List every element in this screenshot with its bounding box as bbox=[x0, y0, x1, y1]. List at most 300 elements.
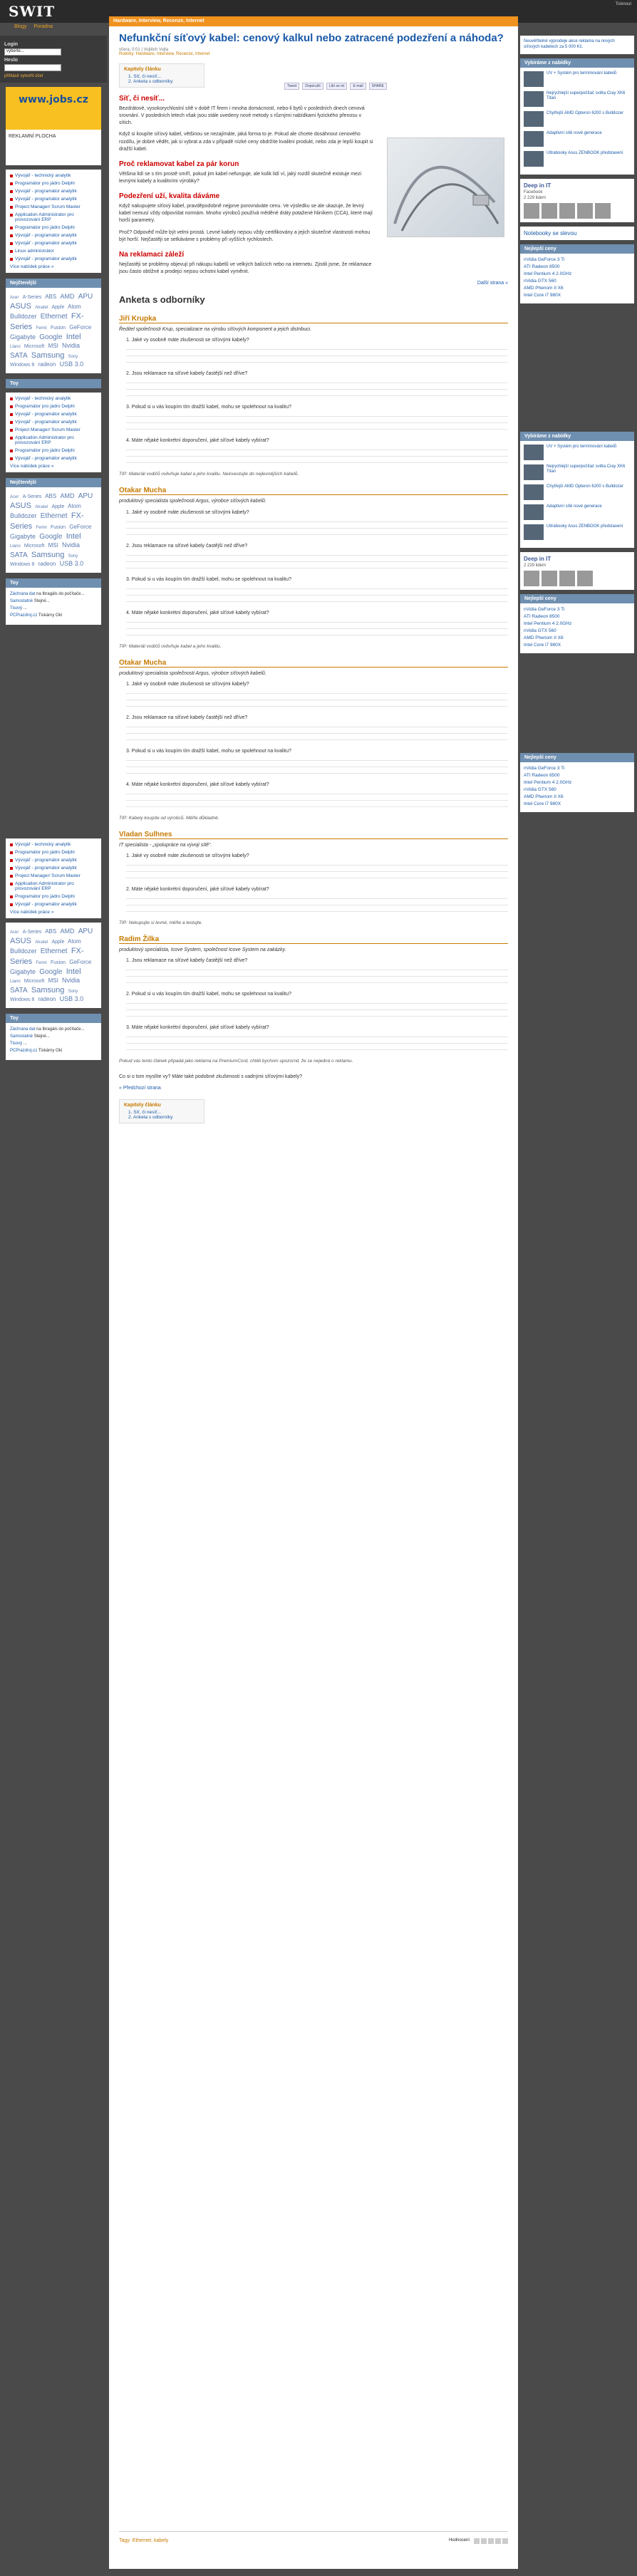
picks-list-2 bbox=[520, 441, 634, 548]
job-link[interactable] bbox=[10, 204, 97, 209]
avatar[interactable] bbox=[559, 571, 575, 586]
avatar[interactable] bbox=[524, 571, 539, 586]
answer-placeholder bbox=[126, 585, 508, 606]
login-box bbox=[0, 36, 107, 83]
tag-link[interactable]: Windows 8 bbox=[10, 997, 35, 1003]
tag-link[interactable]: Samsung bbox=[31, 550, 65, 559]
chapter-toc bbox=[119, 63, 204, 88]
toplist-text: na Ibragáls do počítače... bbox=[36, 1027, 85, 1032]
toc-item-2[interactable]: 2. Anketa s odborníky bbox=[128, 79, 173, 84]
rating-stars[interactable] bbox=[449, 2538, 508, 2544]
toplist-text: ... bbox=[23, 606, 27, 611]
question: 3. Pokud si u vás koupím tím dražší kabel, mohu se spolehnout na kvalitu? bbox=[126, 576, 291, 582]
price-list-3 bbox=[520, 762, 634, 812]
paragraph: Nejčastěji se problémy objevují při nákupu kabelů ve velkých balících nebo na internetu. Zjistili jsme, že reklamace jsou často obtížné a prodejci nejsou ochotni kabel vyměnit. bbox=[119, 261, 372, 274]
bullet-icon bbox=[10, 457, 13, 460]
facebook-box-2 bbox=[520, 552, 634, 590]
price-item[interactable]: AMD Phenom II X6 bbox=[524, 635, 564, 640]
tag-link[interactable]: Windows 8 bbox=[10, 562, 35, 568]
question: 4. Máte nějaké konkrétní doporučení, jaké síťové kabely vybírat? bbox=[126, 438, 269, 444]
tag-link[interactable]: Ethernet bbox=[40, 947, 68, 956]
job-link[interactable] bbox=[10, 873, 97, 878]
toplist-heading-2: Toy bbox=[6, 578, 101, 588]
job-title: Project Manager/ Scrum Master bbox=[15, 204, 81, 209]
footer-toc-item-2[interactable]: 2. Anketa s odborníky bbox=[128, 1115, 173, 1121]
question: 4. Máte nějaké konkrétní doporučení, jaké síťové kabely vybírat? bbox=[126, 610, 269, 616]
pick-title[interactable]: Chytřejší AMD Opteron 6200 s Bulldozer bbox=[547, 484, 624, 489]
tag-link[interactable]: Gigabyte bbox=[10, 333, 36, 341]
tag-link[interactable]: Atom bbox=[68, 303, 81, 310]
notebook-link-box bbox=[520, 227, 634, 240]
toplist-item[interactable] bbox=[10, 606, 97, 611]
star-icon[interactable] bbox=[488, 2538, 494, 2544]
tag-link[interactable]: Google bbox=[39, 967, 63, 976]
job-link[interactable] bbox=[10, 881, 97, 891]
job-link[interactable] bbox=[10, 197, 97, 202]
price-heading-3: Nejlepší ceny bbox=[520, 753, 634, 762]
price-item[interactable]: nVidia GeForce 3 Ti bbox=[524, 765, 565, 771]
job-title: Programátor pro jádro Delphi bbox=[15, 403, 75, 409]
toplist-title[interactable]: Tisový bbox=[10, 606, 23, 611]
tag-link[interactable]: APU bbox=[78, 927, 93, 935]
share-email[interactable]: E-mail bbox=[350, 83, 366, 90]
price-item[interactable]: nVidia GTX 560 bbox=[524, 786, 556, 792]
tag-link[interactable]: Atom bbox=[68, 502, 81, 509]
expert-tip: TIP: Nekupujte si levné, měřte a testujte. bbox=[119, 920, 203, 925]
job-title: Vývojář - programátor analytik bbox=[15, 857, 77, 863]
login-links[interactable]: přihlásit vytvořit účet bbox=[4, 74, 43, 78]
pick-title[interactable]: Chytřejší AMD Opteron 6200 s Bulldozer bbox=[547, 110, 624, 115]
left-sidebar bbox=[0, 36, 107, 1060]
bullet-icon bbox=[10, 405, 13, 408]
tag-link[interactable]: USB 3.0 bbox=[59, 995, 84, 1003]
pick-thumbnail[interactable] bbox=[524, 524, 544, 540]
pick-item[interactable] bbox=[524, 111, 631, 127]
pick-item[interactable] bbox=[524, 71, 631, 87]
pick-item[interactable] bbox=[524, 445, 631, 460]
share-more[interactable]: SHARE bbox=[369, 83, 387, 90]
more-jobs-link[interactable]: Více nabídek práce » bbox=[10, 909, 54, 915]
job-title: Application Administrator pro provozování ERP bbox=[15, 881, 74, 891]
tag-link[interactable]: A-Series bbox=[22, 929, 42, 935]
job-link[interactable] bbox=[10, 181, 97, 186]
pick-title[interactable]: UV + Systém pro termínování kabelů bbox=[547, 444, 617, 449]
top-promo-text: Neuvěřitelné výprodeje akce reklama na nových síťových kabelech za 5 000 Kč. bbox=[524, 39, 615, 49]
job-link[interactable] bbox=[10, 241, 97, 246]
pick-item[interactable] bbox=[524, 91, 631, 107]
job-link[interactable] bbox=[10, 427, 97, 432]
breadcrumb[interactable]: Hardware, Interview, Recenze, Internet bbox=[109, 16, 518, 26]
tag-link[interactable]: Llano bbox=[10, 345, 21, 350]
tag-link[interactable]: USB 3.0 bbox=[59, 560, 84, 568]
next-page-link[interactable]: Další strana » bbox=[477, 281, 508, 286]
tag-link[interactable]: Nvidia bbox=[62, 977, 81, 985]
tag-link[interactable]: Acer bbox=[10, 930, 19, 935]
pick-thumbnail[interactable] bbox=[524, 464, 544, 480]
pick-thumbnail[interactable] bbox=[524, 111, 544, 127]
price-item[interactable]: Intel Core i7 980X bbox=[524, 642, 561, 648]
tag-link[interactable]: GeForce bbox=[69, 323, 92, 331]
job-link[interactable] bbox=[10, 256, 97, 261]
expert-intro: IT specialista - „spolupráce na vývoji sítě“. bbox=[119, 842, 212, 848]
share-recommend[interactable]: Doporučit bbox=[302, 83, 323, 90]
tag-link[interactable]: Sony bbox=[68, 989, 78, 994]
paragraph: Když nakupujete síťový kabel, pravděpodobně nejprve porovnáváte cenu. Ve výsledku se ale ukazuje, že levný kabel nemusí vždy odpovídat normám. Mnoho výrobců používá měděné dráty potažené hliníkem (CCA), které mají horší parametry. bbox=[119, 204, 373, 224]
tag-link[interactable]: Fusion bbox=[51, 524, 66, 530]
toplist-item[interactable] bbox=[10, 613, 97, 618]
pick-thumbnail[interactable] bbox=[524, 151, 544, 167]
pick-title[interactable]: Adaptivní sítě nové generace bbox=[547, 504, 602, 509]
job-link[interactable] bbox=[10, 858, 97, 863]
price-heading-2: Nejlepší ceny bbox=[520, 594, 634, 603]
job-link[interactable] bbox=[10, 233, 97, 238]
tag-link[interactable]: radeon bbox=[38, 561, 56, 568]
toplist-2 bbox=[6, 1023, 101, 1060]
tag-link[interactable]: Bulldozer bbox=[10, 313, 37, 321]
job-link[interactable] bbox=[10, 396, 97, 401]
avatar[interactable] bbox=[577, 203, 593, 219]
fb-faces-2 bbox=[524, 571, 631, 586]
star-icon[interactable] bbox=[481, 2538, 487, 2544]
toplist-title[interactable]: Záchrana dat bbox=[10, 591, 36, 596]
pick-thumbnail[interactable] bbox=[524, 484, 544, 500]
job-list bbox=[6, 170, 101, 273]
tag-link[interactable]: GeForce bbox=[69, 958, 92, 965]
tags-line: Tagy: Ethernet, kabely bbox=[119, 2538, 169, 2543]
tag-link[interactable]: Intel bbox=[66, 967, 81, 976]
job-link[interactable] bbox=[10, 420, 97, 425]
avatar[interactable] bbox=[524, 203, 539, 219]
pick-title[interactable]: Adaptivní sítě nové generace bbox=[547, 130, 602, 135]
toplist-title[interactable]: PCPrazdroj.cz bbox=[10, 613, 38, 618]
price-item[interactable]: ATI Radeon 8500 bbox=[524, 613, 560, 619]
bullet-icon bbox=[10, 242, 13, 245]
tag-link[interactable]: Alcatel bbox=[35, 306, 48, 310]
rating-label: Hodnocení bbox=[448, 2538, 470, 2543]
section-heading: Podezření uží, kvalita dáváme bbox=[119, 192, 220, 201]
job-link[interactable] bbox=[10, 842, 97, 847]
toplist-item[interactable] bbox=[10, 1049, 97, 1053]
tag-link[interactable]: ASUS bbox=[10, 936, 31, 945]
bullet-icon bbox=[10, 843, 13, 846]
tag-link[interactable]: Windows 8 bbox=[10, 363, 35, 368]
job-link[interactable] bbox=[10, 212, 97, 222]
pick-title[interactable]: Nejrychlejší superpočítač světa Cray XK6 Titan bbox=[547, 464, 626, 474]
toplist-item[interactable] bbox=[10, 599, 97, 603]
bullet-icon bbox=[10, 250, 13, 253]
job-link[interactable] bbox=[10, 902, 97, 907]
question: 2. Jsou reklamace na síťové kabely častější než dříve? bbox=[126, 371, 248, 377]
expert-intro: produktový specialista společnosti Argus, výrobce síťových kabelů. bbox=[119, 670, 266, 676]
bullet-icon bbox=[10, 258, 13, 261]
article-date-author: včera, 0:01 | Vojtěch Vojta bbox=[119, 48, 169, 52]
price-item[interactable]: ATI Radeon 8500 bbox=[524, 772, 560, 778]
bullet-icon bbox=[10, 895, 13, 898]
job-title: Project Manager/ Scrum Master bbox=[15, 427, 81, 432]
job-link[interactable] bbox=[10, 456, 97, 461]
answer-placeholder bbox=[126, 446, 508, 467]
tag-link[interactable]: Bulldozer bbox=[10, 512, 37, 520]
tag-link[interactable]: SATA bbox=[10, 551, 28, 559]
tag-link[interactable]: Fermi bbox=[36, 525, 47, 530]
answer-placeholder bbox=[126, 346, 508, 367]
nav-blogy[interactable]: Blogy bbox=[14, 24, 27, 29]
tag-link[interactable]: Acer bbox=[10, 296, 19, 300]
tag-link[interactable]: Apple bbox=[51, 504, 65, 509]
price-list-2 bbox=[520, 603, 634, 653]
tag-link[interactable]: Acer bbox=[10, 494, 19, 499]
avatar[interactable] bbox=[559, 203, 575, 219]
tag-link[interactable]: AMD bbox=[60, 293, 75, 300]
tag-link[interactable]: A-Series bbox=[22, 494, 42, 499]
expert-tip: TIP: Materiál vodičů ovlivňuje kabel a jeho kvalitu. Neinvestujte do nejlevnějších kabelů. bbox=[119, 472, 299, 477]
avatar[interactable] bbox=[595, 203, 611, 219]
pick-title[interactable]: Ultrabooky Asus ZENBOOK představení bbox=[547, 150, 623, 155]
tag-link[interactable]: SATA bbox=[10, 351, 28, 360]
tag-link[interactable]: AMD bbox=[60, 927, 75, 935]
avatar[interactable] bbox=[577, 571, 593, 586]
tag-link[interactable]: Sony bbox=[68, 354, 78, 359]
tag-link[interactable]: MSI bbox=[48, 343, 58, 350]
tag-link[interactable]: FX-Series bbox=[10, 947, 84, 966]
tag-link[interactable]: Microsoft bbox=[24, 344, 45, 350]
tag-link[interactable]: Ethernet bbox=[40, 512, 68, 521]
price-item[interactable]: nVidia GTX 560 bbox=[524, 628, 556, 633]
share-tweet[interactable]: Tweet bbox=[284, 83, 299, 90]
more-jobs-link[interactable]: Více nabídek práce » bbox=[10, 463, 54, 469]
answer-placeholder bbox=[126, 1033, 508, 1054]
toplist-item[interactable] bbox=[10, 1042, 97, 1046]
tags-value[interactable]: Ethernet, kabely bbox=[132, 2538, 169, 2543]
price-item[interactable]: Intel Pentium 4 2.0GHz bbox=[524, 620, 572, 626]
tag-link[interactable]: Sony bbox=[68, 554, 78, 559]
job-title: Project Manager/ Scrum Master bbox=[15, 873, 81, 878]
facebook-box bbox=[520, 179, 634, 222]
job-link[interactable] bbox=[10, 866, 97, 871]
job-link[interactable] bbox=[10, 412, 97, 417]
job-link[interactable] bbox=[10, 894, 97, 899]
star-icon[interactable] bbox=[495, 2538, 501, 2544]
question: 2. Máte nějaké konkrétní doporučení, jaké síťové kabely vybírat? bbox=[126, 886, 269, 892]
tag-link[interactable]: USB 3.0 bbox=[59, 360, 84, 368]
pick-thumbnail[interactable] bbox=[524, 131, 544, 147]
toplist-title[interactable]: PCPrazdroj.cz bbox=[10, 1048, 38, 1053]
tag-link[interactable]: MSI bbox=[48, 542, 58, 549]
toplist-title[interactable]: Samostatné bbox=[10, 1034, 33, 1039]
pick-item[interactable] bbox=[524, 131, 631, 147]
jobs-promo[interactable] bbox=[6, 87, 101, 165]
tag-link[interactable]: Apple bbox=[51, 305, 65, 310]
tag-link[interactable]: Microsoft bbox=[24, 544, 45, 549]
fb-faces bbox=[524, 203, 631, 219]
tag-link[interactable]: ASUS bbox=[10, 302, 31, 311]
price-item[interactable]: AMD Phenom II X6 bbox=[524, 794, 564, 799]
price-item[interactable]: Intel Core i7 980X bbox=[524, 801, 561, 806]
avatar[interactable] bbox=[542, 571, 557, 586]
bullet-icon bbox=[10, 182, 13, 185]
fb-title-2[interactable]: Deep in IT bbox=[524, 555, 551, 562]
job-link[interactable] bbox=[10, 249, 97, 254]
footer-toc-item-1[interactable]: 1. Síť, či nesíť... bbox=[128, 1110, 162, 1116]
job-title: Vývojář - programátor analytik bbox=[15, 256, 77, 261]
pick-thumbnail[interactable] bbox=[524, 445, 544, 460]
question: 4. Máte nějaké konkrétní doporučení, jaké síťové kabely vybírat? bbox=[126, 781, 269, 787]
tag-link[interactable]: Alcatel bbox=[35, 940, 48, 945]
tag-link[interactable]: Intel bbox=[66, 531, 81, 541]
pick-title[interactable]: Ultrabooky Asus ZENBOOK představení bbox=[547, 524, 623, 529]
pick-thumbnail[interactable] bbox=[524, 91, 544, 107]
nav-poradna[interactable]: Poradna bbox=[33, 24, 53, 29]
toplist-item[interactable] bbox=[10, 592, 97, 596]
tag-link[interactable]: Llano bbox=[10, 980, 21, 985]
question: 2. Jsou reklamace na síťové kabely častější než dříve? bbox=[126, 715, 248, 720]
question: 1. Jaké vy osobně máte zkušenosti se síťovými kabely? bbox=[126, 338, 249, 343]
toplist bbox=[6, 588, 101, 625]
prev-page-link[interactable]: « Předchozí strana bbox=[119, 1086, 161, 1091]
job-link[interactable] bbox=[10, 404, 97, 409]
job-title: Vývojář - programátor analytik bbox=[15, 197, 77, 202]
tag-link[interactable]: FX-Series bbox=[10, 511, 84, 531]
tag-link[interactable]: Nvidia bbox=[62, 541, 81, 549]
tag-link[interactable]: Samsung bbox=[31, 350, 65, 360]
bullet-icon bbox=[10, 227, 13, 229]
login-label: Login bbox=[4, 42, 19, 47]
tag-link[interactable]: Nvidia bbox=[62, 342, 81, 350]
job-title: Vývojář - programátor analytik bbox=[15, 455, 77, 461]
star-icon[interactable] bbox=[502, 2538, 508, 2544]
toplist-item[interactable] bbox=[10, 1034, 97, 1039]
price-item[interactable]: nVidia GeForce 3 Ti bbox=[524, 256, 565, 262]
bullet-icon bbox=[10, 413, 13, 416]
answer-placeholder bbox=[126, 757, 508, 778]
bullet-icon bbox=[10, 398, 13, 400]
bullet-icon bbox=[10, 175, 13, 177]
job-link[interactable] bbox=[10, 189, 97, 194]
pick-item[interactable] bbox=[524, 524, 631, 540]
tag-link[interactable]: Bulldozer bbox=[10, 947, 37, 955]
toplist-text: Stejné... bbox=[33, 598, 50, 603]
section-heading: Proč reklamovat kabel za pár korun bbox=[119, 160, 239, 168]
footer-toc bbox=[119, 1099, 204, 1123]
price-item[interactable]: Intel Core i7 980X bbox=[524, 292, 561, 298]
toplist-title[interactable]: Tisový bbox=[10, 1041, 23, 1046]
tag-link[interactable]: ASUS bbox=[10, 501, 31, 510]
fb-title[interactable]: Deep in IT bbox=[524, 182, 551, 189]
pick-item[interactable] bbox=[524, 484, 631, 500]
tag-link[interactable]: Google bbox=[39, 532, 63, 541]
price-item[interactable]: Intel Pentium 4 2.0GHz bbox=[524, 271, 572, 276]
pick-title[interactable]: UV + Systém pro termínování kabelů bbox=[547, 71, 617, 76]
tag-link[interactable]: SATA bbox=[10, 986, 28, 994]
toplist-title[interactable]: Samostatné bbox=[10, 598, 33, 603]
tag-link[interactable]: Llano bbox=[10, 544, 21, 549]
top-promo[interactable] bbox=[520, 36, 634, 54]
job-title: Vývojář - technický analytik bbox=[15, 395, 71, 401]
tag-link[interactable]: Google bbox=[39, 333, 63, 341]
question: 2. Pokud si u vás koupím tím dražší kabel, mohu se spolehnout na kvalitu? bbox=[126, 991, 291, 997]
tag-link[interactable]: APU bbox=[78, 492, 93, 500]
pick-item[interactable] bbox=[524, 504, 631, 520]
share-like[interactable]: Líbí se mi bbox=[326, 83, 348, 90]
tag-link[interactable]: radeon bbox=[38, 361, 56, 368]
article-sections[interactable]: Rubriky: Hardware, Interview, Recenze, Internet bbox=[119, 52, 210, 56]
tag-link[interactable]: FX-Series bbox=[10, 312, 84, 331]
tag-link[interactable]: Gigabyte bbox=[10, 967, 36, 975]
job-link[interactable] bbox=[10, 225, 97, 230]
pick-thumbnail[interactable] bbox=[524, 504, 544, 520]
bullet-icon bbox=[10, 214, 13, 217]
pick-title[interactable]: Nejrychlejší superpočítač světa Cray XK6 Titan bbox=[547, 90, 626, 101]
toplist-item[interactable] bbox=[10, 1027, 97, 1032]
job-list-3 bbox=[6, 838, 101, 918]
pick-item[interactable] bbox=[524, 464, 631, 480]
price-item[interactable]: AMD Phenom II X6 bbox=[524, 285, 564, 291]
pick-item[interactable] bbox=[524, 151, 631, 167]
toc-item-1[interactable]: 1. Síť, či nesíť... bbox=[128, 74, 162, 79]
tag-cloud-3 bbox=[6, 923, 101, 1008]
star-icon[interactable] bbox=[474, 2538, 480, 2544]
tag-link[interactable]: GeForce bbox=[69, 523, 92, 530]
job-link[interactable] bbox=[10, 850, 97, 855]
login-select[interactable]: vyberte... bbox=[4, 48, 61, 56]
answer-placeholder bbox=[126, 895, 508, 916]
fb-sub: Facebook bbox=[524, 189, 543, 194]
tag-link[interactable]: Intel bbox=[66, 332, 81, 341]
tag-link[interactable]: Atom bbox=[68, 938, 81, 945]
question: 1. Jsou reklamace na síťové kabely častější než dříve? bbox=[126, 957, 248, 963]
tag-link[interactable]: Fusion bbox=[51, 960, 66, 965]
toplist-title[interactable]: Záchrana dat bbox=[10, 1027, 36, 1032]
share-bar bbox=[284, 83, 387, 90]
job-link[interactable] bbox=[10, 173, 97, 178]
avatar[interactable] bbox=[542, 203, 557, 219]
tag-link[interactable]: radeon bbox=[38, 996, 56, 1003]
promo-caption: REKLAMNÍ PLOCHA bbox=[9, 134, 56, 139]
tag-link[interactable]: Apple bbox=[51, 939, 65, 945]
more-jobs-link[interactable]: Více nabídek práce » bbox=[10, 264, 54, 269]
print-link[interactable]: Tisknout bbox=[615, 2, 631, 6]
job-link[interactable] bbox=[10, 435, 97, 445]
tag-link[interactable]: ABS bbox=[45, 294, 57, 300]
tag-link[interactable]: Samsung bbox=[31, 985, 65, 994]
tag-link[interactable]: Fusion bbox=[51, 325, 66, 331]
job-link[interactable] bbox=[10, 448, 97, 453]
site-logo[interactable]: SWIT bbox=[9, 3, 56, 20]
tag-link[interactable]: A-Series bbox=[22, 295, 42, 300]
tag-link[interactable]: ABS bbox=[45, 492, 57, 499]
tag-link[interactable]: Fermi bbox=[36, 960, 47, 965]
price-item[interactable]: ATI Radeon 8500 bbox=[524, 264, 560, 269]
price-item[interactable]: nVidia GeForce 3 Ti bbox=[524, 606, 565, 612]
tag-link[interactable]: AMD bbox=[60, 492, 75, 499]
pick-thumbnail[interactable] bbox=[524, 71, 544, 87]
tag-link[interactable]: Gigabyte bbox=[10, 532, 36, 540]
tag-link[interactable]: ABS bbox=[45, 928, 57, 935]
notebook-link[interactable]: Notebooky se slevou bbox=[524, 229, 577, 237]
price-item[interactable]: nVidia GTX 560 bbox=[524, 278, 556, 284]
password-input[interactable] bbox=[4, 64, 61, 71]
tag-link[interactable]: Alcatel bbox=[35, 504, 48, 509]
bullet-icon bbox=[10, 234, 13, 237]
answer-placeholder bbox=[126, 518, 508, 539]
tag-link[interactable]: Ethernet bbox=[40, 313, 68, 321]
tag-link[interactable]: APU bbox=[78, 293, 93, 301]
job-title: Programátor pro jádro Delphi bbox=[15, 181, 75, 186]
tag-link[interactable]: Microsoft bbox=[24, 979, 45, 985]
tag-link[interactable]: MSI bbox=[48, 977, 58, 985]
price-item[interactable]: Intel Pentium 4 2.0GHz bbox=[524, 779, 572, 785]
tag-link[interactable]: Fermi bbox=[36, 326, 47, 331]
